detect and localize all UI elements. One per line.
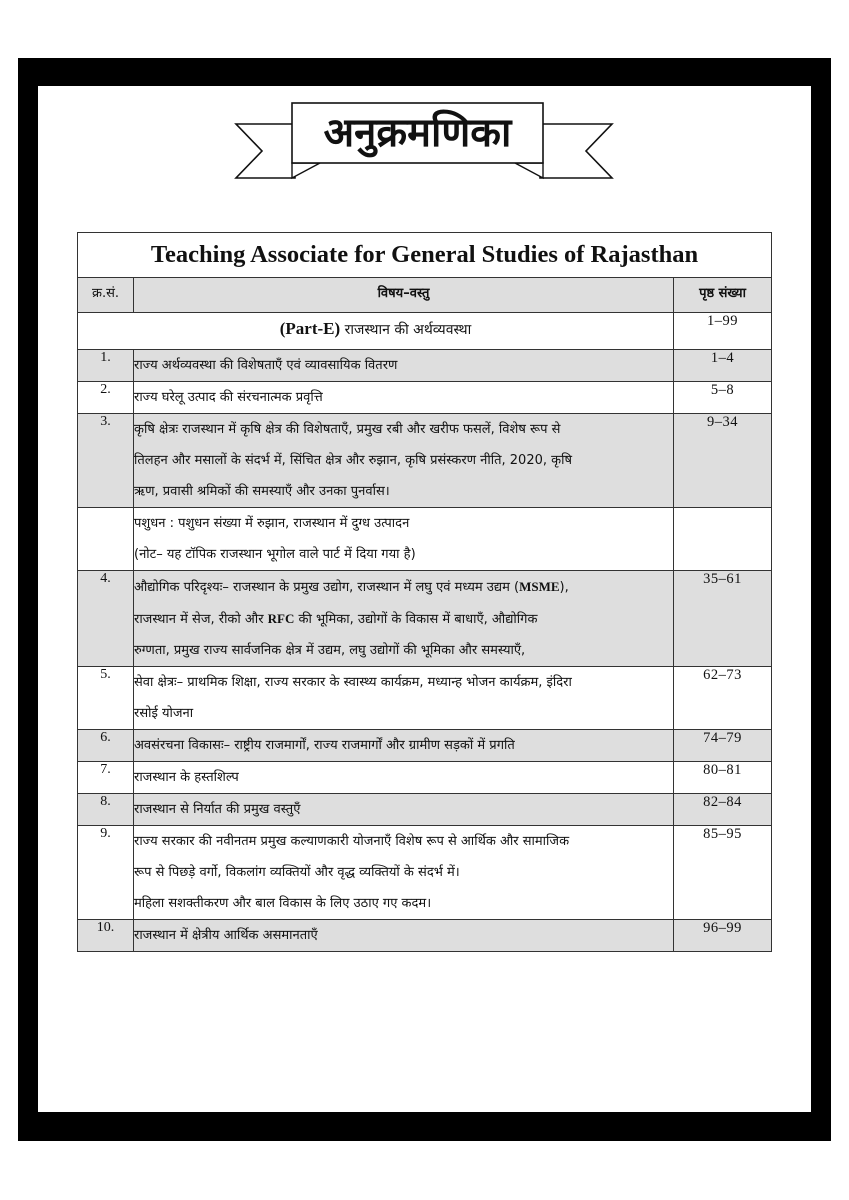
table-row [78,382,772,414]
row-number: 8. [78,794,134,826]
topic-line: राज्य घरेलू उत्पाद की संरचनात्मक प्रवृत्ति [134,390,323,405]
table-title: Teaching Associate for General Studies of Rajasthan [78,233,772,278]
topic-text: औद्योगिक परिदृश्यः– राजस्थान के प्रमुख उद्योग, राजस्थान में लघु एवं मध्यम उद्यम ( [134,580,520,595]
topic-line [134,603,673,635]
row-number [78,508,134,571]
topic-line: ऋण, प्रवासी श्रमिकों की समस्याएँ और उनका पुनर्वास। [134,484,390,499]
column-header-sn: क्र.सं. [78,278,134,313]
topic-text: ), [559,580,569,595]
topic-bold-term: RFC [267,611,295,626]
part-text: राजस्थान की अर्थव्यवस्था [340,322,472,338]
row-pages: 5–8 [674,382,772,414]
table-row [78,826,772,920]
topic-line: राजस्थान के हस्तशिल्प [134,770,239,785]
row-number: 5. [78,667,134,730]
row-number: 2. [78,382,134,414]
topic-line: रूप से पिछड़े वर्गो, विकलांग व्यक्तियों और वृद्ध व्यक्तियों के संदर्भ में। [134,865,460,880]
topic-line: राज्य सरकार की नवीनतम प्रमुख कल्याणकारी योजनाएँ विशेष रूप से आर्थिक और सामाजिक [134,834,570,849]
row-number: 1. [78,350,134,382]
table-row [78,414,772,508]
row-number: 7. [78,762,134,794]
row-number: 10. [78,920,134,952]
topic-line: रुग्णता, प्रमुख राज्य सार्वजनिक क्षेत्र में उद्यम, लघु उद्योगों की भूमिका और समस्याएँ, [134,643,526,658]
table-row [78,571,772,667]
row-pages: 82–84 [674,794,772,826]
part-label: (Part-E) [279,319,341,338]
table-row [78,350,772,382]
column-header-content: विषय–वस्तु [134,278,674,313]
row-pages: 74–79 [674,730,772,762]
topic-line: पशुधन : पशुधन संख्या में रुझान, राजस्थान में दुग्ध उत्पादन [134,516,410,531]
row-pages: 1–4 [674,350,772,382]
topic-line: रसोई योजना [134,706,194,721]
row-pages: 35–61 [674,571,772,667]
row-number: 4. [78,571,134,667]
topic-line: राज्य अर्थव्यवस्था की विशेषताएँ एवं व्यावसायिक वितरण [134,358,398,373]
table-row [78,667,772,730]
row-pages: 9–34 [674,414,772,508]
row-topic [134,762,674,794]
row-topic [134,730,674,762]
ribbon-banner [0,0,849,200]
row-topic [134,508,674,571]
row-pages: 96–99 [674,920,772,952]
row-pages: 85–95 [674,826,772,920]
part-heading [78,313,674,350]
topic-bold-term: MSME [519,579,560,594]
page-title: अनुक्रमणिका [323,110,512,156]
topic-text: राजस्थान में सेज, रीको और [134,612,268,627]
row-topic [134,826,674,920]
row-topic [134,794,674,826]
topic-line: (नोट– यह टॉपिक राजस्थान भूगोल वाले पार्ट में दिया गया है) [134,547,416,562]
row-pages: 80–81 [674,762,772,794]
row-topic [134,414,674,508]
row-pages [674,508,772,571]
table-row [78,508,772,571]
row-topic [134,350,674,382]
row-topic [134,382,674,414]
table-row [78,730,772,762]
row-topic [134,667,674,730]
part-pages: 1–99 [674,313,772,350]
table-row [78,762,772,794]
row-number: 9. [78,826,134,920]
row-topic [134,920,674,952]
contents-table [77,232,772,952]
topic-line: राजस्थान में क्षेत्रीय आर्थिक असमानताएँ [134,928,318,943]
topic-text: की भूमिका, उद्योगों के विकास में बाधाएँ, औद्योगिक [294,612,538,627]
column-header-pages: पृष्ठ संख्या [674,278,772,313]
topic-line: सेवा क्षेत्रः– प्राथमिक शिक्षा, राज्य सरकार के स्वास्थ्य कार्यक्रम, मध्यान्ह भोजन कार्यक्रम, इंदिरा [134,675,572,690]
row-pages: 62–73 [674,667,772,730]
topic-line: अवसंरचना विकासः– राष्ट्रीय राजमार्गों, राज्य राजमार्गों और ग्रामीण सड़कों में प्रगति [134,738,515,753]
topic-line: राजस्थान से निर्यात की प्रमुख वस्तुएँ [134,802,301,817]
table-row [78,920,772,952]
row-number: 3. [78,414,134,508]
row-topic [134,571,674,667]
topic-line: कृषि क्षेत्रः राजस्थान में कृषि क्षेत्र की विशेषताएँ, प्रमुख रबी और खरीफ फसलें, विशेष रूप से [134,422,561,437]
topic-line: तिलहन और मसालों के संदर्भ में, सिंचित क्षेत्र और रुझान, कृषि प्रसंस्करण नीति, 2020, कृषि [134,453,573,468]
row-number: 6. [78,730,134,762]
topic-line [134,571,673,603]
topic-line: महिला सशक्तीकरण और बाल विकास के लिए उठाए गए कदम। [134,896,432,911]
table-row [78,794,772,826]
